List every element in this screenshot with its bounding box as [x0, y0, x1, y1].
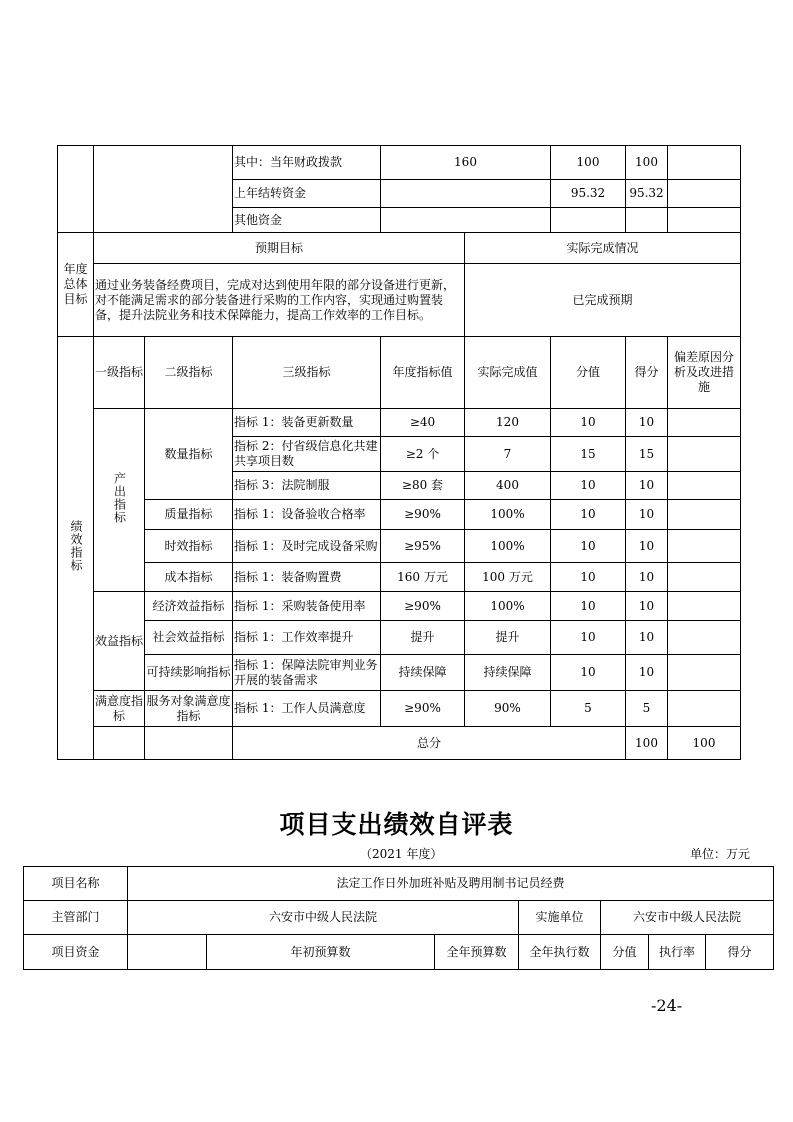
unit-label: 单位：万元	[690, 847, 751, 861]
page-number: -24-	[651, 996, 683, 1015]
sub-quantity: 数量指标	[145, 409, 233, 500]
performance-table: 其中：当年财政拨款 160 100 100 上年结转资金 95.32 95.32 其他资金 年度总体目标 预期目标 实际完成情况 通过业务装备经费项目，完成对达到使用年限的部分设备进行更新，对不能满足需求的部分装备进行采购的工作内容，实现通过购置装备，提升法院业务和技术保障能力，提高工作效率的工作目标。 已完成预期 绩效指标 一级指标 二级指标 三级指标 年度指标值 实际完成值 分值 得分 偏差原因分析及改进措施 产出指标 数量指标 指标 1：装备更新数量 ≥40 120 10 10 指标 2：付省级信息化共建共享项目数 ≥2 个 7 15 15 指标 3：法院制服 ≥80 套 400 10 10 质量指标 指标 1：设备验收合格率 ≥90% 100% 10 10 时效指标 指标 1：及时完成设备采购 ≥95% 100% 10 10 成本指标 指标 1：装备购置费 160 万元 100 万元 10 10 效益指标 经济效益指标 指标 1：采购装备使用率 ≥90% 100% 10 10 社会效益指标 指标 1：工作效率提升 提升 提升 10 10 可持续影响指标 指标 1：保障法院审判业务开展的装备需求 持续保障 持续保障 10 10 满意度指标 服务对象满意度指标 指标 1：工作人员满意度 ≥90% 90% 5 5 总分 100 100	[57, 145, 741, 760]
expected-header: 预期目标	[94, 233, 465, 264]
table-row: 指标 1：装备购置费	[233, 563, 381, 592]
total-label: 总分	[233, 727, 626, 760]
fund-full: 95.32	[551, 180, 626, 208]
header-score: 分值	[551, 337, 626, 409]
sub-cost: 成本指标	[145, 563, 233, 592]
fund-label: 其中：当年财政拨款	[233, 146, 381, 180]
header-actual: 实际完成值	[465, 337, 551, 409]
col-rate: 执行率	[649, 935, 706, 970]
group-satisfaction: 满意度指标	[94, 691, 145, 727]
col-start: 年初预算数	[207, 935, 435, 970]
header-got: 得分	[626, 337, 668, 409]
fund-label: 项目资金	[24, 935, 128, 970]
name-label: 项目名称	[24, 867, 128, 901]
table-row: 指标 1：装备更新数量	[233, 409, 381, 437]
table-row: 指标 1：保障法院审判业务开展的装备需求	[233, 655, 381, 691]
col-score: 分值	[601, 935, 649, 970]
fund-start: 160	[381, 146, 551, 180]
fund-full	[551, 208, 626, 233]
impl-value: 六安市中级人民法院	[601, 901, 774, 935]
header-deviation: 偏差原因分析及改进措施	[668, 337, 741, 409]
group-benefit: 效益指标	[94, 592, 145, 691]
fund-exec: 100	[626, 146, 668, 180]
sub-time: 时效指标	[145, 530, 233, 563]
table-row: 指标 1：设备验收合格率	[233, 500, 381, 530]
page-title: 项目支出绩效自评表	[279, 810, 514, 839]
table-row: 指标 1：工作人员满意度	[233, 691, 381, 727]
header-l2: 二级指标	[145, 337, 233, 409]
table-row: 指标 3：法院制服	[233, 472, 381, 500]
fund-exec	[626, 208, 668, 233]
header-annual: 年度指标值	[381, 337, 465, 409]
goal-section-label: 年度总体目标	[58, 233, 94, 337]
empty-cell	[94, 146, 233, 233]
col-full: 全年预算数	[435, 935, 519, 970]
actual-header: 实际完成情况	[465, 233, 741, 264]
fund-start	[381, 208, 551, 233]
header-l1: 一级指标	[94, 337, 145, 409]
sub-social: 社会效益指标	[145, 621, 233, 655]
fund-label: 其他资金	[233, 208, 381, 233]
fund-label: 上年结转资金	[233, 180, 381, 208]
fund-start	[381, 180, 551, 208]
actual-text: 已完成预期	[465, 264, 741, 337]
expected-text: 通过业务装备经费项目，完成对达到使用年限的部分设备进行更新，对不能满足需求的部分装备进行采购的工作内容，实现通过购置装备，提升法院业务和技术保障能力，提高工作效率的工作目标。	[94, 264, 465, 337]
table-row: 指标 1：工作效率提升	[233, 621, 381, 655]
dept-value: 六安市中级人民法院	[128, 901, 519, 935]
fund-exec: 95.32	[626, 180, 668, 208]
table-row: 指标 1：及时完成设备采购	[233, 530, 381, 563]
group-output: 产出指标	[94, 409, 145, 592]
sub-quality: 质量指标	[145, 500, 233, 530]
impl-label: 实施单位	[519, 901, 601, 935]
dept-label: 主管部门	[24, 901, 128, 935]
sub-service: 服务对象满意度指标	[145, 691, 233, 727]
total-got: 100	[668, 727, 741, 760]
total-score: 100	[626, 727, 668, 760]
fund-full: 100	[551, 146, 626, 180]
col-exec: 全年执行数	[519, 935, 601, 970]
sub-sustainable: 可持续影响指标	[145, 655, 233, 691]
year-label: （2021 年度）	[360, 847, 443, 861]
self-evaluation-form	[23, 866, 774, 970]
header-l3: 三级指标	[233, 337, 381, 409]
sub-economic: 经济效益指标	[145, 592, 233, 621]
perf-section-label: 绩效指标	[58, 337, 94, 760]
table-row: 指标 1：采购装备使用率	[233, 592, 381, 621]
table-row: 指标 2：付省级信息化共建共享项目数	[233, 437, 381, 472]
name-value: 法定工作日外加班补贴及聘用制书记员经费	[128, 867, 774, 901]
empty-cell	[58, 146, 94, 233]
col-got: 得分	[706, 935, 774, 970]
